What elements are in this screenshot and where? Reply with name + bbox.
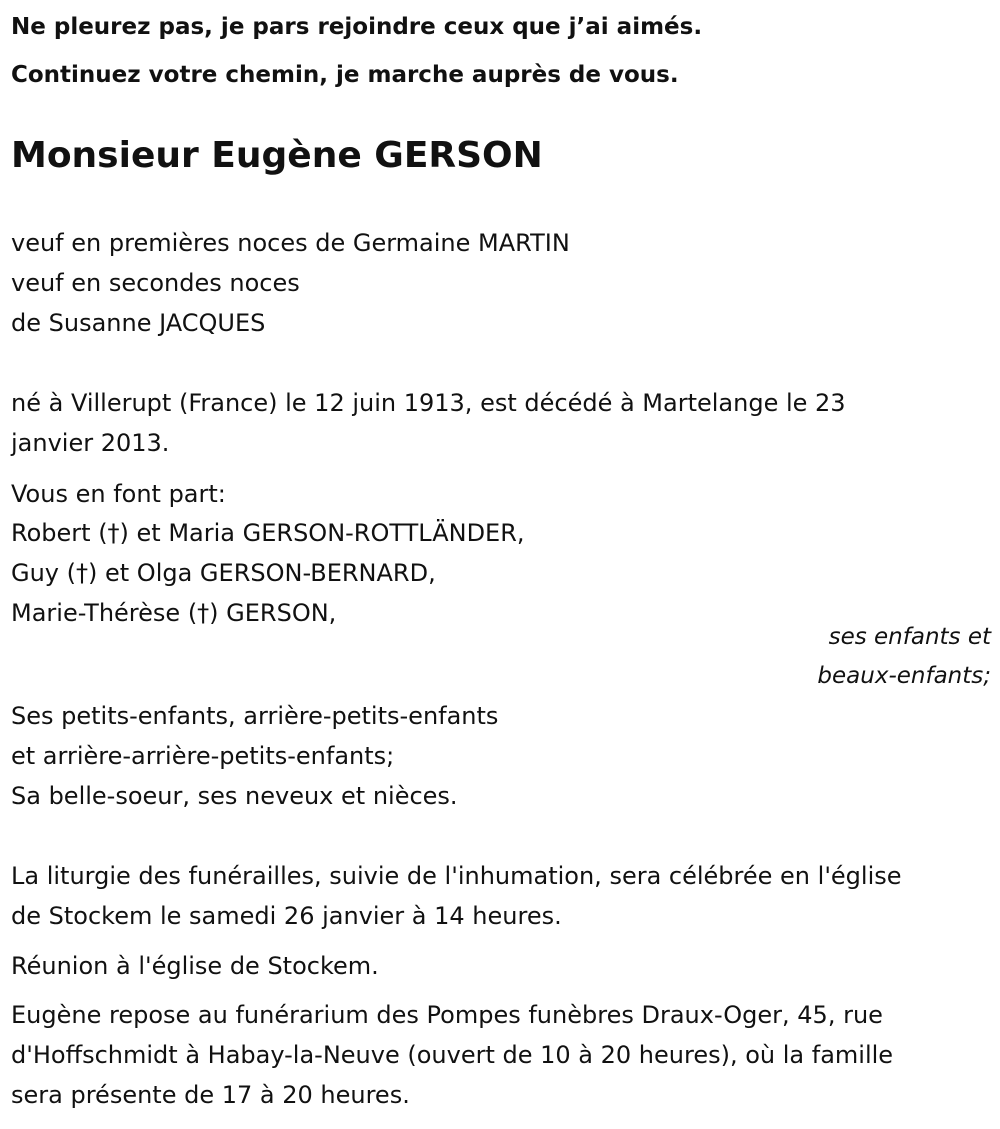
marriage-line: veuf en premières noces de Germaine MARTIN <box>11 229 570 257</box>
meeting-line: Réunion à l'église de Stockem. <box>11 952 379 980</box>
child-line: Robert (†) et Maria GERSON-ROTTLÄNDER, <box>11 519 525 547</box>
child-line: Guy (†) et Olga GERSON-BERNARD, <box>11 559 436 587</box>
viewing-line: Eugène repose au funérarium des Pompes funèbres Draux-Oger, 45, rue <box>11 1001 883 1029</box>
announcement-intro: Vous en font part: <box>11 480 226 508</box>
birth-death-line: janvier 2013. <box>11 429 170 457</box>
marriage-line: de Susanne JACQUES <box>11 309 266 337</box>
viewing-line: sera présente de 17 à 20 heures. <box>11 1081 410 1109</box>
epitaph-line-1: Ne pleurez pas, je pars rejoindre ceux que j’ai aimés. <box>11 14 703 40</box>
obituary-notice <box>11 0 991 1129</box>
child-line: Marie-Thérèse (†) GERSON, <box>11 599 337 627</box>
epitaph-line-2: Continuez votre chemin, je marche auprès de vous. <box>11 62 679 88</box>
viewing-line: d'Hoffschmidt à Habay-la-Neuve (ouvert de 10 à 20 heures), où la famille <box>11 1041 894 1069</box>
funeral-line: La liturgie des funérailles, suivie de l'inhumation, sera célébrée en l'église <box>11 862 902 890</box>
extended-family-line: et arrière-arrière-petits-enfants; <box>11 742 395 770</box>
marriage-line: veuf en secondes noces <box>11 269 300 297</box>
children-role-line: beaux-enfants; <box>817 663 991 689</box>
extended-family-line: Sa belle-soeur, ses neveux et nièces. <box>11 782 458 810</box>
funeral-line: de Stockem le samedi 26 janvier à 14 heures. <box>11 902 562 930</box>
extended-family-line: Ses petits-enfants, arrière-petits-enfants <box>11 702 499 730</box>
children-role-line: ses enfants et <box>828 624 991 650</box>
deceased-name: Monsieur Eugène GERSON <box>11 135 543 176</box>
birth-death-line: né à Villerupt (France) le 12 juin 1913, est décédé à Martelange le 23 <box>11 389 846 417</box>
